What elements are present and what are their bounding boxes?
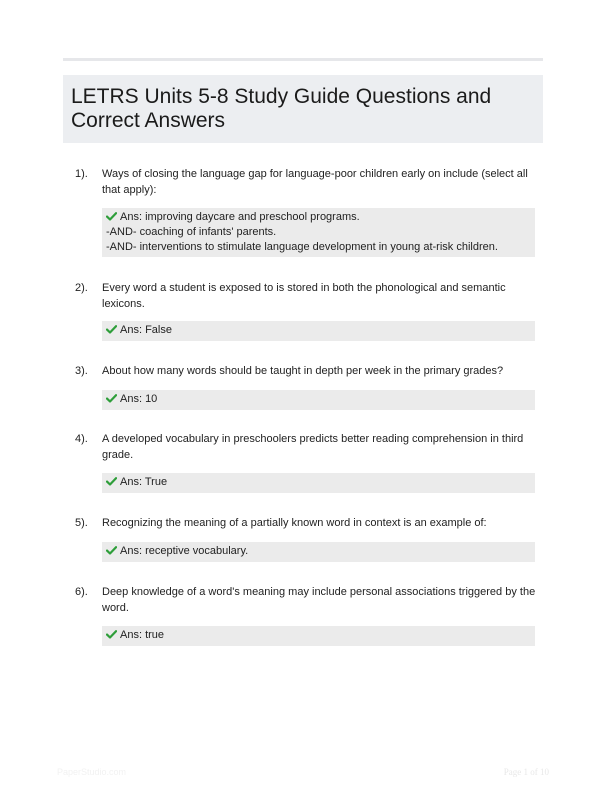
- question-item: [63, 585, 543, 647]
- answer-text: Ans: improving daycare and preschool programs.: [120, 211, 360, 223]
- answer-box: [102, 208, 535, 257]
- page-number: Page 1 of 10: [503, 767, 549, 777]
- answer-line: [102, 210, 535, 225]
- question-number: 4).: [75, 433, 88, 445]
- answer-line: [102, 392, 535, 407]
- answer-text: Ans: true: [120, 629, 165, 641]
- question-text: Recognizing the meaning of a partially known word in context is an example of:: [102, 517, 487, 529]
- question-number: 1).: [75, 168, 88, 180]
- check-icon: [106, 212, 117, 221]
- answer-line: [102, 475, 535, 490]
- footer-watermark: PaperStudio.com: [57, 767, 127, 777]
- answer-line: [102, 225, 535, 240]
- answer-line: [102, 323, 535, 338]
- question-item: [63, 167, 543, 259]
- question-text: Deep knowledge of a word's meaning may include personal associations triggered by the word.: [102, 586, 536, 614]
- question-number: 2).: [75, 282, 88, 294]
- check-icon: [106, 325, 117, 334]
- answer-box: [102, 473, 535, 493]
- check-icon: [106, 394, 117, 403]
- document-title: LETRS Units 5-8 Study Guide Questions and Correct Answers: [71, 85, 492, 132]
- check-icon: [106, 477, 117, 486]
- check-icon: [106, 630, 117, 639]
- answer-text: Ans: True: [120, 476, 168, 488]
- answer-text: Ans: False: [120, 324, 172, 336]
- answer-text: Ans: 10: [120, 393, 158, 405]
- top-divider: [63, 58, 543, 61]
- question-item: [63, 516, 543, 564]
- question-number: 6).: [75, 586, 88, 598]
- answer-line: [102, 544, 535, 559]
- question-item: [63, 432, 543, 494]
- answer-box: [102, 542, 535, 562]
- question-item: [63, 281, 543, 343]
- question-number: 3).: [75, 365, 88, 377]
- question-text: About how many words should be taught in depth per week in the primary grades?: [102, 365, 504, 377]
- question-text: A developed vocabulary in preschoolers predicts better reading comprehension in third grade.: [102, 433, 524, 461]
- question-text: Ways of closing the language gap for language-poor children early on include (select all that apply):: [102, 168, 528, 196]
- answer-box: [102, 321, 535, 341]
- answer-text: -AND- interventions to stimulate language development in young at-risk children.: [106, 241, 498, 253]
- answer-box: [102, 626, 535, 646]
- check-icon: [106, 546, 117, 555]
- answer-text: Ans: receptive vocabulary.: [120, 545, 249, 557]
- answer-line: [102, 628, 535, 643]
- question-item: [63, 364, 543, 412]
- answer-box: [102, 390, 535, 410]
- answer-line: [102, 240, 535, 255]
- question-number: 5).: [75, 517, 88, 529]
- question-text: Every word a student is exposed to is stored in both the phonological and semantic lexicons.: [102, 282, 506, 310]
- answer-text: -AND- coaching of infants' parents.: [106, 226, 277, 238]
- title-banner: [63, 75, 543, 143]
